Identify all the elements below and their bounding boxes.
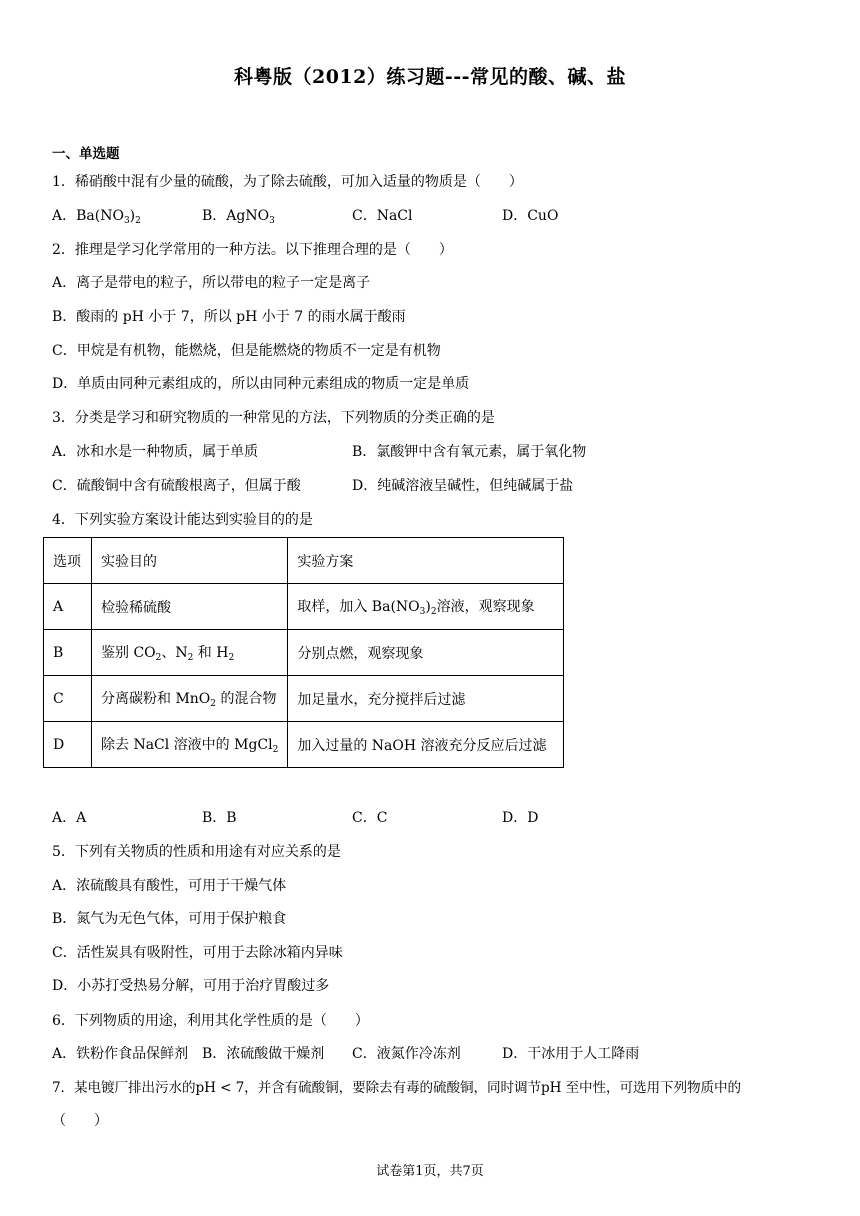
question-6-option-c: C．液氮作冷冻剂 [352, 1046, 461, 1062]
page-footer: 试卷第1页，共7页 [376, 1164, 484, 1179]
page-title: 科粤版（2012）练习题---常见的酸、碱、盐 [233, 66, 627, 88]
table-cell-plan: 加足量水，充分搅拌后过滤 [288, 676, 564, 722]
question-7-answer-blank: （ ） [52, 1113, 108, 1129]
question-3-option-a: A．冰和水是一种物质，属于单质 [52, 444, 259, 460]
question-2-stem: 2．推理是学习化学常用的一种方法。以下推理合理的是（ ） [52, 242, 453, 258]
question-2-option-c: C．甲烷是有机物，能燃烧，但是能燃烧的物质不一定是有机物 [52, 343, 441, 359]
question-5-option-d: D．小苏打受热易分解，可用于治疗胃酸过多 [52, 978, 330, 994]
table-cell-option: C [44, 676, 92, 722]
experiment-table [43, 537, 564, 768]
question-6-option-b: B．浓硫酸做干燥剂 [202, 1046, 325, 1062]
table-header-cell: 实验方案 [288, 538, 564, 584]
question-1-option-d: D．CuO [502, 208, 559, 224]
table-cell-option: D [44, 722, 92, 768]
table-row [44, 630, 564, 676]
question-1-option-a: A．$Ba(NO_3)_2$ [52, 208, 141, 226]
table-header-cell: 实验目的 [92, 538, 288, 584]
section-heading: 一、单选题 [52, 146, 120, 162]
question-6-option-a: A．铁粉作食品保鲜剂 [52, 1046, 189, 1062]
question-4-option-a: A．A [52, 810, 87, 826]
table-header-cell: 选项 [44, 538, 92, 584]
question-4-option-c: C．C [352, 810, 388, 826]
question-5-stem: 5．下列有关物质的性质和用途有对应关系的是 [52, 844, 341, 860]
question-4-option-b: B．B [202, 810, 237, 826]
table-cell-plan: 取样，加入 $Ba(NO_3)_2$溶液，观察现象 [288, 584, 564, 630]
question-5-option-b: B．氮气为无色气体，可用于保护粮食 [52, 911, 287, 927]
table-cell-option: A [44, 584, 92, 630]
question-6-option-d: D．干冰用于人工降雨 [502, 1046, 640, 1062]
question-6-stem: 6．下列物质的用途，利用其化学性质的是（ ） [52, 1013, 369, 1029]
question-1-stem: 1．稀硝酸中混有少量的硫酸，为了除去硫酸，可加入适量的物质是（ ） [52, 174, 523, 190]
question-1-option-b: B．AgNO$_3$ [202, 208, 275, 226]
table-cell-purpose: 检验稀硫酸 [92, 584, 288, 630]
table-row [44, 722, 564, 768]
question-3-stem: 3．分类是学习和研究物质的一种常见的方法，下列物质的分类正确的是 [52, 410, 495, 426]
question-1-option-c: C．NaCl [352, 208, 413, 224]
table-header-row [44, 538, 564, 584]
question-4-option-d: D．D [502, 810, 539, 826]
table-cell-plan: 分别点燃，观察现象 [288, 630, 564, 676]
question-5-option-a: A．浓硫酸具有酸性，可用于干燥气体 [52, 878, 287, 894]
question-4-stem: 4．下列实验方案设计能达到实验目的的是 [52, 512, 313, 528]
question-7-stem: 7．某电镀厂排出污水的pH < 7，并含有硫酸铜，要除去有毒的硫酸铜，同时调节pH 至中性，可选用下列物质中的 [52, 1080, 741, 1096]
question-2-option-b: B．酸雨的 pH 小于 7，所以 pH 小于 7 的雨水属于酸雨 [52, 309, 406, 325]
question-5-option-c: C．活性炭具有吸附性，可用于去除冰箱内异味 [52, 945, 343, 961]
table-cell-purpose: 鉴别 $CO_2$、$N_2$ 和 $H_2$ [92, 630, 288, 676]
question-2-option-d: D．单质由同种元素组成的，所以由同种元素组成的物质一定是单质 [52, 376, 470, 392]
question-3-option-c: C．硫酸铜中含有硫酸根离子，但属于酸 [52, 478, 301, 494]
table-row [44, 584, 564, 630]
table-row [44, 676, 564, 722]
table-cell-option: B [44, 630, 92, 676]
question-3-option-d: D．纯碱溶液呈碱性，但纯碱属于盐 [352, 478, 574, 494]
table-cell-purpose: 除去 NaCl 溶液中的 MgCl$_2$ [92, 722, 288, 768]
question-2-option-a: A．离子是带电的粒子，所以带电的粒子一定是离子 [52, 275, 371, 291]
table-cell-purpose: 分离碳粉和 MnO$_2$ 的混合物 [92, 676, 288, 722]
table-cell-plan: 加入过量的 NaOH 溶液充分反应后过滤 [288, 722, 564, 768]
question-3-option-b: B．氯酸钾中含有氧元素，属于氧化物 [352, 444, 587, 460]
